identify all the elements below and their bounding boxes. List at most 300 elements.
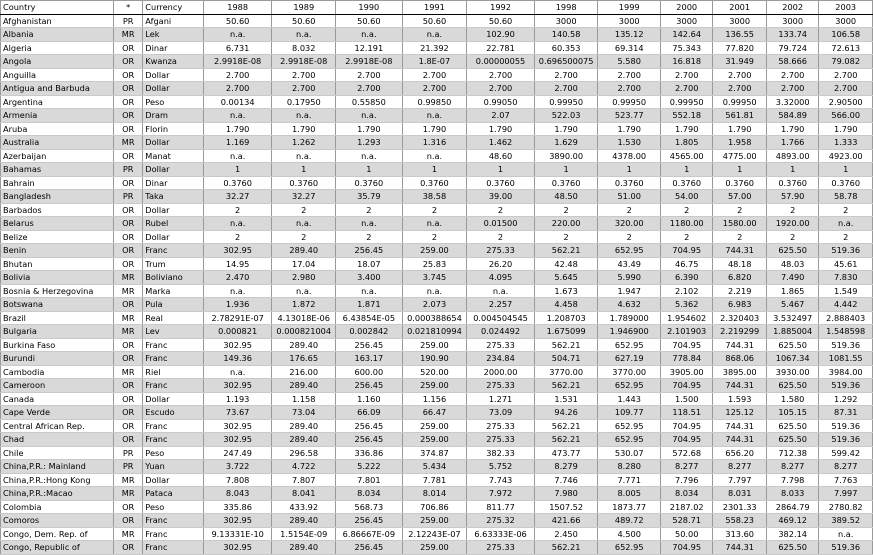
cell-y2003[interactable]: 4.442 xyxy=(819,298,873,312)
cell-y1999[interactable]: 2 xyxy=(598,203,661,217)
cell-status[interactable]: OR xyxy=(114,541,143,555)
cell-y2001[interactable]: 313.60 xyxy=(713,527,766,541)
cell-y1998[interactable]: 48.50 xyxy=(534,190,598,204)
cell-y1991[interactable]: 2 xyxy=(402,230,467,244)
cell-y1998[interactable]: 0.696500075 xyxy=(534,55,598,69)
cell-y1988[interactable]: n.a. xyxy=(203,28,272,42)
cell-status[interactable]: MR xyxy=(114,527,143,541)
cell-y2002[interactable]: 57.90 xyxy=(766,190,818,204)
cell-y1992[interactable]: 0.99050 xyxy=(467,95,535,109)
cell-y2002[interactable]: 382.14 xyxy=(766,527,818,541)
cell-y2000[interactable]: 1.954602 xyxy=(660,311,712,325)
cell-status[interactable]: MR xyxy=(114,284,143,298)
cell-y1999[interactable]: 523.77 xyxy=(598,109,661,123)
cell-y2001[interactable]: 2.320403 xyxy=(713,311,766,325)
cell-y1991[interactable]: 0.000388654 xyxy=(402,311,467,325)
cell-y1992[interactable]: 275.33 xyxy=(467,338,535,352)
cell-status[interactable]: OR xyxy=(114,41,143,55)
cell-y2002[interactable]: 5.467 xyxy=(766,298,818,312)
cell-y1991[interactable]: 21.392 xyxy=(402,41,467,55)
cell-currency[interactable]: Pula xyxy=(143,298,204,312)
cell-y1998[interactable]: 0.3760 xyxy=(534,176,598,190)
cell-status[interactable]: OR xyxy=(114,82,143,96)
cell-y1990[interactable]: 2.700 xyxy=(336,82,403,96)
cell-y1991[interactable]: 520.00 xyxy=(402,365,467,379)
cell-y1998[interactable]: 1 xyxy=(534,163,598,177)
cell-y2003[interactable]: 0.3760 xyxy=(819,176,873,190)
cell-y2000[interactable]: 2 xyxy=(660,203,712,217)
cell-y2000[interactable]: 3000 xyxy=(660,14,712,28)
cell-country[interactable]: Barbados xyxy=(1,203,114,217)
cell-y2001[interactable]: 8.031 xyxy=(713,487,766,501)
cell-y1992[interactable]: 1 xyxy=(467,163,535,177)
cell-y1998[interactable]: 1.790 xyxy=(534,122,598,136)
cell-y1991[interactable]: 259.00 xyxy=(402,379,467,393)
cell-y2000[interactable]: 528.71 xyxy=(660,514,712,528)
cell-country[interactable]: Bosnia & Herzegovina xyxy=(1,284,114,298)
cell-y1999[interactable]: 652.95 xyxy=(598,379,661,393)
cell-y1999[interactable]: 2 xyxy=(598,230,661,244)
cell-y1990[interactable]: 1.871 xyxy=(336,298,403,312)
cell-country[interactable]: Cameroon xyxy=(1,379,114,393)
cell-y1989[interactable]: 2.980 xyxy=(272,271,336,285)
cell-y1998[interactable]: 421.66 xyxy=(534,514,598,528)
cell-country[interactable]: Bahrain xyxy=(1,176,114,190)
cell-country[interactable]: Congo, Republic of xyxy=(1,541,114,555)
cell-country[interactable]: Australia xyxy=(1,136,114,150)
cell-y1998[interactable]: 1.531 xyxy=(534,392,598,406)
cell-y1989[interactable]: 2 xyxy=(272,203,336,217)
cell-currency[interactable]: Dollar xyxy=(143,203,204,217)
cell-country[interactable]: Congo, Dem. Rep. of xyxy=(1,527,114,541)
cell-currency[interactable]: Peso xyxy=(143,500,204,514)
cell-y2003[interactable]: 1.790 xyxy=(819,122,873,136)
cell-y1989[interactable]: n.a. xyxy=(272,149,336,163)
cell-y1989[interactable]: 1.158 xyxy=(272,392,336,406)
cell-currency[interactable]: Dollar xyxy=(143,68,204,82)
cell-country[interactable]: Aruba xyxy=(1,122,114,136)
cell-y1998[interactable]: 522.03 xyxy=(534,109,598,123)
cell-country[interactable]: Chile xyxy=(1,446,114,460)
cell-y1992[interactable]: 2 xyxy=(467,203,535,217)
cell-y1988[interactable]: 335.86 xyxy=(203,500,272,514)
cell-y2000[interactable]: 46.75 xyxy=(660,257,712,271)
cell-y1988[interactable]: 302.95 xyxy=(203,514,272,528)
cell-y1988[interactable]: 2.470 xyxy=(203,271,272,285)
cell-y1992[interactable]: 2.07 xyxy=(467,109,535,123)
cell-y2000[interactable]: 1180.00 xyxy=(660,217,712,231)
cell-status[interactable]: OR xyxy=(114,95,143,109)
cell-y1989[interactable]: 2.9918E-08 xyxy=(272,55,336,69)
cell-status[interactable]: OR xyxy=(114,257,143,271)
cell-currency[interactable]: Taka xyxy=(143,190,204,204)
cell-y1988[interactable]: 1 xyxy=(203,163,272,177)
cell-y2001[interactable]: 8.277 xyxy=(713,460,766,474)
cell-y1990[interactable]: n.a. xyxy=(336,217,403,231)
cell-y2002[interactable]: 105.15 xyxy=(766,406,818,420)
cell-y1990[interactable]: 1.790 xyxy=(336,122,403,136)
cell-y1992[interactable]: 2.257 xyxy=(467,298,535,312)
cell-y1991[interactable]: 1.790 xyxy=(402,122,467,136)
cell-y1999[interactable]: 489.72 xyxy=(598,514,661,528)
cell-y1998[interactable]: 562.21 xyxy=(534,244,598,258)
cell-y2001[interactable]: 2 xyxy=(713,230,766,244)
cell-y1999[interactable]: 652.95 xyxy=(598,541,661,555)
cell-y2001[interactable]: 77.820 xyxy=(713,41,766,55)
cell-y1991[interactable]: 2.12243E-07 xyxy=(402,527,467,541)
cell-status[interactable]: OR xyxy=(114,500,143,514)
cell-y1991[interactable]: 259.00 xyxy=(402,514,467,528)
cell-y1991[interactable]: 2 xyxy=(402,203,467,217)
cell-country[interactable]: Belize xyxy=(1,230,114,244)
cell-currency[interactable]: Peso xyxy=(143,95,204,109)
cell-y1999[interactable]: 652.95 xyxy=(598,433,661,447)
cell-y1988[interactable]: 2 xyxy=(203,230,272,244)
cell-currency[interactable]: Lek xyxy=(143,28,204,42)
cell-y1991[interactable]: 3.745 xyxy=(402,271,467,285)
cell-y1989[interactable]: 2 xyxy=(272,230,336,244)
cell-y1992[interactable]: 2.700 xyxy=(467,68,535,82)
cell-y1998[interactable]: 562.21 xyxy=(534,541,598,555)
cell-y2003[interactable]: 519.36 xyxy=(819,379,873,393)
cell-y1998[interactable]: 2 xyxy=(534,203,598,217)
cell-country[interactable]: Algeria xyxy=(1,41,114,55)
cell-y2002[interactable]: 1.865 xyxy=(766,284,818,298)
cell-y2000[interactable]: 142.64 xyxy=(660,28,712,42)
cell-y2000[interactable]: 704.95 xyxy=(660,338,712,352)
cell-y1991[interactable]: 0.021810994 xyxy=(402,325,467,339)
cell-y1992[interactable]: 102.90 xyxy=(467,28,535,42)
cell-y2001[interactable]: 558.23 xyxy=(713,514,766,528)
cell-y2000[interactable]: 5.362 xyxy=(660,298,712,312)
cell-y1989[interactable]: 1.262 xyxy=(272,136,336,150)
cell-currency[interactable]: Dollar xyxy=(143,230,204,244)
cell-currency[interactable]: Franc xyxy=(143,541,204,555)
cell-y1988[interactable]: 302.95 xyxy=(203,541,272,555)
cell-y1999[interactable]: 5.580 xyxy=(598,55,661,69)
cell-y1990[interactable]: 0.55850 xyxy=(336,95,403,109)
cell-country[interactable]: Botswana xyxy=(1,298,114,312)
cell-y1990[interactable]: 2.700 xyxy=(336,68,403,82)
cell-y1992[interactable]: 0.3760 xyxy=(467,176,535,190)
cell-y1992[interactable]: 1.271 xyxy=(467,392,535,406)
cell-y2001[interactable]: 48.18 xyxy=(713,257,766,271)
cell-y1990[interactable]: n.a. xyxy=(336,284,403,298)
cell-y2001[interactable]: 868.06 xyxy=(713,352,766,366)
cell-country[interactable]: Bahamas xyxy=(1,163,114,177)
cell-y1989[interactable]: n.a. xyxy=(272,28,336,42)
cell-y2001[interactable]: 656.20 xyxy=(713,446,766,460)
cell-y1990[interactable]: 2 xyxy=(336,230,403,244)
cell-y2000[interactable]: 50.00 xyxy=(660,527,712,541)
cell-y1990[interactable]: n.a. xyxy=(336,149,403,163)
cell-y1998[interactable]: 1.673 xyxy=(534,284,598,298)
cell-y2001[interactable]: 744.31 xyxy=(713,419,766,433)
cell-y1990[interactable]: 6.86667E-09 xyxy=(336,527,403,541)
cell-status[interactable]: MR xyxy=(114,311,143,325)
cell-y2003[interactable]: 2.888403 xyxy=(819,311,873,325)
cell-y2000[interactable]: 118.51 xyxy=(660,406,712,420)
cell-y1992[interactable]: 1.790 xyxy=(467,122,535,136)
cell-y1988[interactable]: 1.936 xyxy=(203,298,272,312)
cell-y2002[interactable]: 2.700 xyxy=(766,68,818,82)
cell-currency[interactable]: Peso xyxy=(143,446,204,460)
cell-y1991[interactable]: n.a. xyxy=(402,28,467,42)
cell-y2001[interactable]: 1.593 xyxy=(713,392,766,406)
cell-y1990[interactable]: 1.160 xyxy=(336,392,403,406)
cell-y2003[interactable]: 2 xyxy=(819,230,873,244)
cell-y1990[interactable]: 2.9918E-08 xyxy=(336,55,403,69)
cell-status[interactable]: OR xyxy=(114,68,143,82)
cell-y2000[interactable]: 2187.02 xyxy=(660,500,712,514)
cell-y1998[interactable]: 42.48 xyxy=(534,257,598,271)
cell-currency[interactable]: Lev xyxy=(143,325,204,339)
cell-y2002[interactable]: 3.32000 xyxy=(766,95,818,109)
cell-y2000[interactable]: 8.034 xyxy=(660,487,712,501)
cell-y2003[interactable]: 72.613 xyxy=(819,41,873,55)
cell-currency[interactable]: Franc xyxy=(143,352,204,366)
cell-y1989[interactable]: 0.000821004 xyxy=(272,325,336,339)
cell-y1988[interactable]: 247.49 xyxy=(203,446,272,460)
cell-y1989[interactable]: 7.807 xyxy=(272,473,336,487)
cell-y2003[interactable]: 106.58 xyxy=(819,28,873,42)
cell-y1992[interactable]: 4.095 xyxy=(467,271,535,285)
cell-y2002[interactable]: 1.766 xyxy=(766,136,818,150)
cell-country[interactable]: Cape Verde xyxy=(1,406,114,420)
cell-y1990[interactable]: 256.45 xyxy=(336,338,403,352)
cell-y1999[interactable]: 4.632 xyxy=(598,298,661,312)
cell-y2003[interactable]: 79.082 xyxy=(819,55,873,69)
cell-y2000[interactable]: 2.700 xyxy=(660,82,712,96)
cell-y1998[interactable]: 4.458 xyxy=(534,298,598,312)
cell-y1999[interactable]: 1.443 xyxy=(598,392,661,406)
cell-country[interactable]: Anguilla xyxy=(1,68,114,82)
cell-y1999[interactable]: 3770.00 xyxy=(598,365,661,379)
cell-y1998[interactable]: 7.746 xyxy=(534,473,598,487)
cell-y2001[interactable]: 31.949 xyxy=(713,55,766,69)
cell-y1990[interactable]: 568.73 xyxy=(336,500,403,514)
cell-y2000[interactable]: 7.796 xyxy=(660,473,712,487)
cell-y2000[interactable]: 704.95 xyxy=(660,419,712,433)
cell-y1990[interactable]: 163.17 xyxy=(336,352,403,366)
cell-y1988[interactable]: 2 xyxy=(203,203,272,217)
cell-y2001[interactable]: 125.12 xyxy=(713,406,766,420)
cell-status[interactable]: OR xyxy=(114,149,143,163)
cell-y1992[interactable]: 0.00000055 xyxy=(467,55,535,69)
cell-y1998[interactable]: 220.00 xyxy=(534,217,598,231)
cell-y2003[interactable]: 519.36 xyxy=(819,433,873,447)
cell-y1988[interactable]: 149.36 xyxy=(203,352,272,366)
cell-status[interactable]: MR xyxy=(114,487,143,501)
cell-y2002[interactable]: 8.033 xyxy=(766,487,818,501)
cell-y1998[interactable]: 3890.00 xyxy=(534,149,598,163)
column-header-y2000[interactable]: 2000 xyxy=(660,1,712,15)
cell-status[interactable]: PR xyxy=(114,163,143,177)
cell-y1999[interactable]: 7.771 xyxy=(598,473,661,487)
cell-y2001[interactable]: 2.219 xyxy=(713,284,766,298)
cell-y1992[interactable]: 6.63333E-06 xyxy=(467,527,535,541)
cell-y1998[interactable]: 140.58 xyxy=(534,28,598,42)
cell-y2003[interactable]: 4923.00 xyxy=(819,149,873,163)
cell-y1992[interactable]: 0.024492 xyxy=(467,325,535,339)
cell-status[interactable]: OR xyxy=(114,55,143,69)
cell-y2001[interactable]: 1.790 xyxy=(713,122,766,136)
cell-y2000[interactable]: 6.390 xyxy=(660,271,712,285)
cell-y1998[interactable]: 3000 xyxy=(534,14,598,28)
cell-y1989[interactable]: 1.5154E-09 xyxy=(272,527,336,541)
cell-y1991[interactable]: 1.8E-07 xyxy=(402,55,467,69)
cell-country[interactable]: Bulgaria xyxy=(1,325,114,339)
cell-y1999[interactable]: 1.790 xyxy=(598,122,661,136)
cell-y1998[interactable]: 473.77 xyxy=(534,446,598,460)
cell-status[interactable]: PR xyxy=(114,14,143,28)
cell-y1989[interactable]: n.a. xyxy=(272,217,336,231)
cell-y2001[interactable]: 57.00 xyxy=(713,190,766,204)
cell-y2002[interactable]: 625.50 xyxy=(766,379,818,393)
cell-y1989[interactable]: 289.40 xyxy=(272,419,336,433)
cell-y1992[interactable]: 2.700 xyxy=(467,82,535,96)
cell-y1999[interactable]: 4378.00 xyxy=(598,149,661,163)
cell-y1988[interactable]: 302.95 xyxy=(203,244,272,258)
cell-y2001[interactable]: 3895.00 xyxy=(713,365,766,379)
cell-status[interactable]: OR xyxy=(114,406,143,420)
column-header-country[interactable]: Country xyxy=(1,1,114,15)
cell-country[interactable]: Colombia xyxy=(1,500,114,514)
cell-y1991[interactable]: 25.83 xyxy=(402,257,467,271)
cell-currency[interactable]: Dram xyxy=(143,109,204,123)
cell-y1998[interactable]: 1507.52 xyxy=(534,500,598,514)
cell-status[interactable]: MR xyxy=(114,473,143,487)
cell-currency[interactable]: Florin xyxy=(143,122,204,136)
cell-y1988[interactable]: 73.67 xyxy=(203,406,272,420)
column-header-y1989[interactable]: 1989 xyxy=(272,1,336,15)
cell-y1990[interactable]: 50.60 xyxy=(336,14,403,28)
cell-y1989[interactable]: 289.40 xyxy=(272,433,336,447)
cell-y1989[interactable]: 289.40 xyxy=(272,244,336,258)
cell-y1992[interactable]: 234.84 xyxy=(467,352,535,366)
cell-y1991[interactable]: 0.3760 xyxy=(402,176,467,190)
cell-y1999[interactable]: 3000 xyxy=(598,14,661,28)
cell-y1992[interactable]: 48.60 xyxy=(467,149,535,163)
cell-currency[interactable]: Dollar xyxy=(143,82,204,96)
cell-currency[interactable]: Franc xyxy=(143,338,204,352)
cell-y1989[interactable]: 296.58 xyxy=(272,446,336,460)
cell-y1988[interactable]: n.a. xyxy=(203,109,272,123)
cell-y2000[interactable]: 75.343 xyxy=(660,41,712,55)
cell-y1999[interactable]: 1.530 xyxy=(598,136,661,150)
cell-y2003[interactable]: 519.36 xyxy=(819,541,873,555)
cell-y2001[interactable]: 7.797 xyxy=(713,473,766,487)
cell-y1998[interactable]: 562.21 xyxy=(534,379,598,393)
cell-y2002[interactable]: 625.50 xyxy=(766,338,818,352)
cell-y1989[interactable]: 0.3760 xyxy=(272,176,336,190)
cell-y1989[interactable]: 1 xyxy=(272,163,336,177)
cell-y1991[interactable]: 374.87 xyxy=(402,446,467,460)
cell-y1989[interactable]: 4.13018E-06 xyxy=(272,311,336,325)
cell-y1991[interactable]: 5.434 xyxy=(402,460,467,474)
cell-status[interactable]: OR xyxy=(114,203,143,217)
cell-y1991[interactable]: 2.700 xyxy=(402,82,467,96)
cell-country[interactable]: Chad xyxy=(1,433,114,447)
cell-y1989[interactable]: 2.700 xyxy=(272,68,336,82)
cell-y1988[interactable]: 302.95 xyxy=(203,419,272,433)
cell-country[interactable]: Angola xyxy=(1,55,114,69)
cell-y1988[interactable]: 0.000821 xyxy=(203,325,272,339)
cell-y2002[interactable]: 584.89 xyxy=(766,109,818,123)
cell-y1988[interactable]: 3.722 xyxy=(203,460,272,474)
cell-status[interactable]: MR xyxy=(114,136,143,150)
cell-y2000[interactable]: 2 xyxy=(660,230,712,244)
cell-country[interactable]: Benin xyxy=(1,244,114,258)
cell-country[interactable]: Armenia xyxy=(1,109,114,123)
cell-y1992[interactable]: 275.33 xyxy=(467,419,535,433)
cell-y2000[interactable]: 704.95 xyxy=(660,433,712,447)
cell-y1988[interactable]: 302.95 xyxy=(203,379,272,393)
cell-y2001[interactable]: 6.820 xyxy=(713,271,766,285)
cell-y1989[interactable]: 289.40 xyxy=(272,338,336,352)
cell-y2001[interactable]: 1 xyxy=(713,163,766,177)
cell-y1990[interactable]: 256.45 xyxy=(336,244,403,258)
cell-y1992[interactable]: 2 xyxy=(467,230,535,244)
cell-y2003[interactable]: 2.90500 xyxy=(819,95,873,109)
cell-y1990[interactable]: 256.45 xyxy=(336,514,403,528)
cell-country[interactable]: Burundi xyxy=(1,352,114,366)
cell-y1992[interactable]: 275.33 xyxy=(467,433,535,447)
cell-y2000[interactable]: 2.101903 xyxy=(660,325,712,339)
cell-y1991[interactable]: 259.00 xyxy=(402,541,467,555)
cell-y2003[interactable]: 599.42 xyxy=(819,446,873,460)
cell-y2002[interactable]: 1 xyxy=(766,163,818,177)
cell-country[interactable]: Belarus xyxy=(1,217,114,231)
cell-country[interactable]: Brazil xyxy=(1,311,114,325)
cell-y2003[interactable]: 2.700 xyxy=(819,68,873,82)
cell-country[interactable]: Antigua and Barbuda xyxy=(1,82,114,96)
cell-currency[interactable]: Pataca xyxy=(143,487,204,501)
cell-status[interactable]: OR xyxy=(114,338,143,352)
cell-currency[interactable]: Afgani xyxy=(143,14,204,28)
column-header-status[interactable]: * xyxy=(114,1,143,15)
cell-y2002[interactable]: 1.885004 xyxy=(766,325,818,339)
cell-y1999[interactable]: 2.700 xyxy=(598,82,661,96)
cell-y1989[interactable]: 1.790 xyxy=(272,122,336,136)
cell-y1989[interactable]: 176.65 xyxy=(272,352,336,366)
cell-y1989[interactable]: 433.92 xyxy=(272,500,336,514)
cell-y1998[interactable]: 1.208703 xyxy=(534,311,598,325)
cell-status[interactable]: PR xyxy=(114,446,143,460)
cell-country[interactable]: Burkina Faso xyxy=(1,338,114,352)
column-header-y1990[interactable]: 1990 xyxy=(336,1,403,15)
cell-y1998[interactable]: 504.71 xyxy=(534,352,598,366)
cell-y1992[interactable]: 2000.00 xyxy=(467,365,535,379)
cell-y1991[interactable]: n.a. xyxy=(402,284,467,298)
cell-y1988[interactable]: 302.95 xyxy=(203,433,272,447)
cell-y1989[interactable]: 2.700 xyxy=(272,82,336,96)
cell-status[interactable]: MR xyxy=(114,325,143,339)
cell-y1990[interactable]: 2 xyxy=(336,203,403,217)
cell-y1988[interactable]: 2.78291E-07 xyxy=(203,311,272,325)
cell-y1989[interactable]: 17.04 xyxy=(272,257,336,271)
cell-y1992[interactable]: 811.77 xyxy=(467,500,535,514)
cell-y1990[interactable]: 7.801 xyxy=(336,473,403,487)
column-header-y2003[interactable]: 2003 xyxy=(819,1,873,15)
cell-y1999[interactable]: 109.77 xyxy=(598,406,661,420)
cell-status[interactable]: MR xyxy=(114,28,143,42)
cell-y2000[interactable]: 4565.00 xyxy=(660,149,712,163)
cell-y1992[interactable]: 0.01500 xyxy=(467,217,535,231)
cell-y1991[interactable]: 2.073 xyxy=(402,298,467,312)
cell-y1988[interactable]: 0.00134 xyxy=(203,95,272,109)
cell-y2003[interactable]: 87.31 xyxy=(819,406,873,420)
